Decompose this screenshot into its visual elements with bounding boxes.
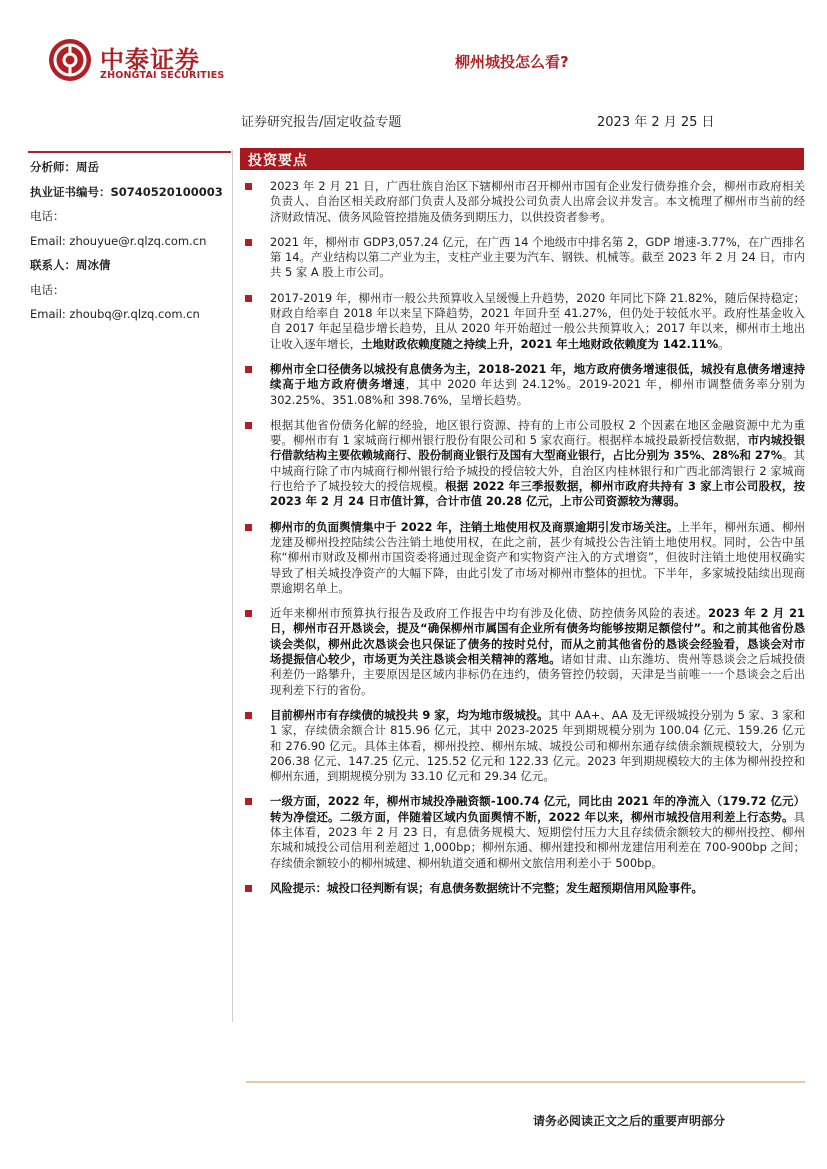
bullet-paragraph	[241, 520, 805, 596]
analyst-name: 分析师：周岳	[30, 160, 99, 174]
square-bullet-icon	[245, 239, 252, 246]
analyst-phone: 电话：	[30, 209, 65, 223]
bullet-paragraph	[241, 606, 805, 698]
square-bullet-icon	[245, 798, 252, 805]
section-title: 投资要点	[248, 153, 308, 169]
bold-text-segment: 2023 年 2 月 21 日，柳州市召开恳谈会，提及“确保柳州市属国有企业所有债务均能够按期足额偿付”。和之前其他省份恳谈会类似，柳州此次恳谈会也只保证了债务的按时兑付，而从之前其他省份的恳谈会经验看，恳谈会对市场提振信心较少，市场更为关注恳谈会相关精神的落地。	[270, 606, 805, 667]
document-title: 柳州城投怎么看?	[455, 53, 569, 71]
text-segment: 2021 年，柳州市 GDP3,057.24 亿元，在广西 14 个地级市中排名第 2，GDP 增速-3.77%，在广西排名第 14。产业结构以第二产业为主，支柱产业主要为汽车、钢铁、机械等。截至 2023 年 2 月 24 日，市内共 5 家 A 股上市公司。	[270, 234, 805, 280]
bullet-paragraph	[241, 291, 805, 352]
bold-text-segment: 柳州市的负面舆情集中于 2022 年，注销土地使用权及商票逾期引发市场关注。	[270, 519, 679, 534]
contact-name: 联系人：周冰倩	[30, 258, 111, 272]
logo-chinese-name: 中泰证券	[100, 46, 200, 74]
investment-points	[241, 179, 805, 906]
bold-text-segment: 目前柳州市有存续债的城投共 9 家，均为地市级城投。	[270, 707, 549, 722]
bold-text-segment: 市内城投银行借款结构主要依赖城商行、股份制商业银行及国有大型商业银行，占比分别为 35%、28%和 27%	[270, 433, 805, 463]
square-bullet-icon	[245, 295, 252, 302]
certificate-number: 执业证书编号：S0740520100003	[30, 184, 223, 199]
square-bullet-icon	[245, 610, 252, 617]
text-segment: 其中 AA+、AA 及无评级城投分别为 5 家、3 家和 1 家，存续债余额合计 815.96 亿元，其中 2023-2025 年到期规模分别为 100.04 亿元、159.26 亿元和 276.90 亿元。具体主体看，柳州投控、柳州东城、城投公司和柳州东通存续债余额规模较大，分别为 206.38 亿元、147.25 亿元、125.52 亿元和 122.33 亿元。2023 年到期规模较大的主体为柳州投控和柳州东通，到期规模分别为 33.10 亿元和 29.34 亿元。	[270, 707, 806, 784]
text-segment: 根据其他省份债务化解的经验，地区银行资源、持有的上市公司股权 2 个因素在地区金融资源中尤为重要。柳州市有 1 家城商行柳州银行股份有限公司和 5 家农商行。根据样本城投最新授信数据，	[270, 417, 805, 448]
bold-text-segment: 风险提示：城投口径判断有误；有息债务数据统计不完整；发生超预期信用风险事件。	[270, 880, 703, 895]
sidebar-top-rule	[28, 151, 231, 153]
bold-text-segment: 一级方面，2022 年，柳州市城投净融资额-100.74 亿元，同比由 2021 年的净流入（179.72 亿元）转为净偿还。二级方面，伴随着区域内负面舆情不断，2022 年以来，柳州市城投信用利差上行态势。	[270, 794, 805, 824]
contact-email: Email: zhoubq@r.qlzq.com.cn	[30, 307, 200, 321]
bullet-paragraph	[241, 362, 805, 408]
square-bullet-icon	[245, 366, 252, 373]
contact-phone: 电话：	[30, 282, 65, 297]
report-date: 2023 年 2 月 25 日	[597, 115, 715, 130]
square-bullet-icon	[245, 712, 252, 719]
column-divider	[232, 150, 233, 1022]
bold-text-segment: 根据 2022 年三季报数据，柳州市政府共持有 3 家上市公司股权，按 2023 年 2 月 24 日市值计算，合计市值 20.28 亿元，上市公司资源较为薄弱。	[270, 479, 805, 509]
zhongtai-logo-icon	[48, 38, 92, 82]
text-segment: ，其中 2020 年达到 24.12%。2019-2021 年，柳州市调整债务率分别为 302.25%、351.08%和 398.76%，呈增长趋势。	[270, 377, 805, 407]
square-bullet-icon	[245, 524, 252, 531]
bold-text-segment: 柳州市全口径债务以城投有息债务为主，2018-2021 年，地方政府债务增速很低，城投有息债务增速持续高于地方政府债务增速	[270, 361, 805, 392]
bullet-paragraph	[241, 179, 805, 225]
square-bullet-icon	[245, 422, 252, 429]
text-segment: 具体主体看，2023 年 2 月 23 日，有息债务规模大、短期偿付压力大且存续债余额较大的柳州投控、柳州东城和城投公司信用利差超过 1,000bp；柳州东通、柳州建投和柳州龙建信用利差在 700-900bp 之间；存续债余额较小的柳州城建、柳州轨道交通和柳州文旅信用利差小于 500bp。	[270, 809, 805, 870]
logo-english-name: ZHONGTAI SECURITIES	[100, 70, 225, 81]
bullet-paragraph	[241, 881, 805, 896]
bullet-paragraph	[241, 794, 805, 870]
bullet-paragraph	[241, 708, 805, 784]
report-type: 证券研究报告/固定收益专题	[241, 115, 402, 130]
text-segment: 2017-2019 年，柳州市一般公共预算收入呈缓慢上升趋势，2020 年同比下降 21.82%，随后保持稳定；财政自给率自 2018 年以来呈下降趋势，2021 年回升至 41.27%，但仍处于较低水平。政府性基金收入自 2017 年起呈稳步增长趋势，且从 2020 年开始超过一般公共预算收入；2017 年以来，柳州市土地出让收入逐年增长，	[270, 290, 805, 351]
analyst-email: Email: zhouyue@r.qlzq.com.cn	[30, 233, 207, 248]
square-bullet-icon	[245, 183, 252, 190]
text-segment: 诸如甘肃、山东潍坊、贵州等恳谈会之后城投债利差仍一路攀升，主要原因是区域内非标仍在违约，债务管控仍较弱，天津是当前唯一一个恳谈会之后出现利差下行的省份。	[270, 652, 805, 697]
text-segment: 上半年，柳州东通、柳州龙建及柳州投控陆续公告注销土地使用权，在此之前，甚少有城投公告注销土地使用权。同时，公告中虽称“柳州市财政及柳州市国资委将通过现金资产和实物资产注入的方式增资”，但彼时注销土地使用权确实导致了相关城投净资产的大幅下降，由此引发了市场对柳州市整体的担忧。下半年，多家城投陆续出现商票逾期名单上。	[270, 519, 805, 595]
analyst-sidebar	[30, 158, 230, 330]
bold-text-segment: 土地财政依赖度随之持续上升，2021 年土地财政依赖度为 142.11%	[361, 336, 719, 351]
company-logo	[48, 36, 228, 86]
text-segment: 2023 年 2 月 21 日，广西壮族自治区下辖柳州市召开柳州市国有企业发行债券推介会，柳州市政府相关负责人、自治区相关政府部门负责人及部分城投公司负责人出席会议并发言。本文梳理了柳州市当前的经济财政情况、债务风险管控措施及债务到期压力，以供投资者参考。	[270, 179, 805, 224]
square-bullet-icon	[245, 885, 252, 892]
bullet-paragraph	[241, 235, 805, 281]
text-segment: 近年来柳州市预算执行报告及政府工作报告中均有涉及化债、防控债务风险的表述。	[270, 606, 709, 621]
text-segment: 。其中城商行除了市内城商行柳州银行给予城投的授信较大外，自治区内桂林银行和广西北部湾银行 2 家城商行也给予了城投较大的授信规模。	[270, 448, 805, 494]
bullet-paragraph	[241, 418, 805, 510]
footer-rule	[246, 1081, 805, 1083]
section-header-bar	[240, 148, 804, 170]
text-segment: 。	[718, 336, 730, 351]
disclaimer-notice: 请务必阅读正文之后的重要声明部分	[533, 1114, 726, 1128]
